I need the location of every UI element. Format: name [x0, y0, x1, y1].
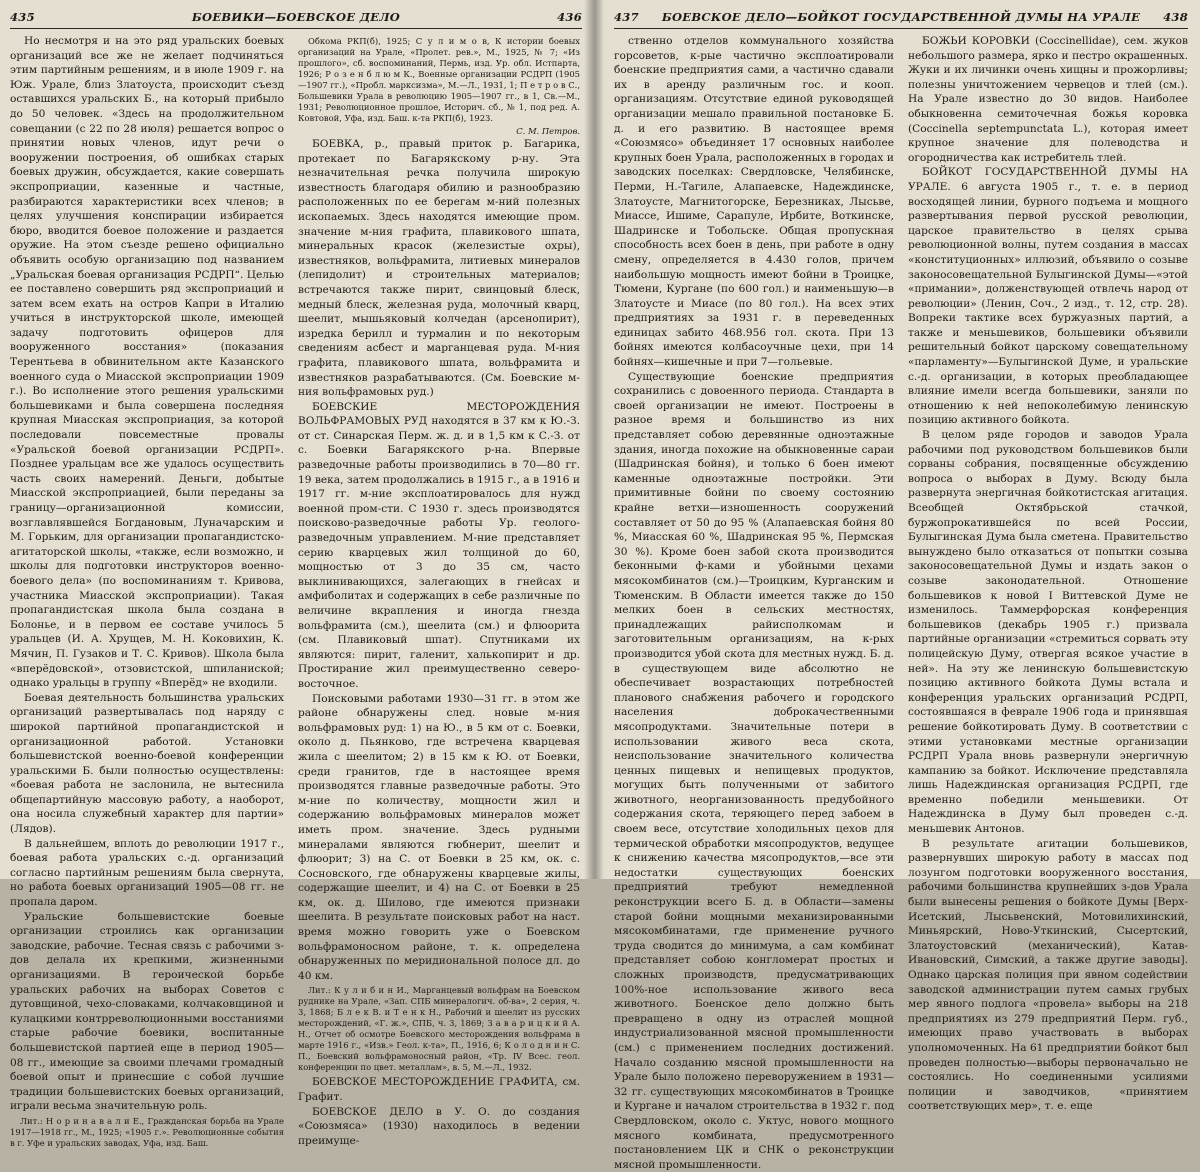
entry-boevskoe-grafit: БОЕВСКОЕ МЕСТОРОЖДЕНИЕ ГРАФИТА, см. Графит.	[298, 1076, 580, 1104]
paragraph: Поисковыми работами 1930—31 гг. в этом же районе обнаружены след. новые м-ния вольфрамовых руд: 1) на Ю., в 5 км от с. Боевки, около д. Пьянково, где встречена кварцевая жила с шеелитом; 2) в 15 км к Ю. от Боевки, среди гранитов, где в настоящее время производятся главные разведочные работы. Это м-ние по количеству, мощности жил и содержанию вольфрамовых минералов может иметь пром. значение. Здесь рудными минералами являются гюбнерит, шеелит и флюорит; 3) на С. от Боевки в 25 км, ок. с. Сосновского, где обнаружены кварцевые жилы, содержащие шеелит, и 4) на С. от Боевки в 25 км, ок. д. Шилово, где имеются признаки шеелита. В результате поисковых работ на наст. время можно говорить уже о Боевском вольфрамоносном районе, т. к. определена обнаруженных по меридиональной полосе дл. до 40 км.	[298, 692, 580, 982]
running-title-left: БОЕВИКИ—БОЕВСКОЕ ДЕЛО	[191, 10, 401, 24]
literature-note: Обкома РКП(б), 1925; С у л и м о в, К истории боевых организаций на Урале, «Пролет. рев.», М., 1925, № 7; «Из прошлого», сб. воспоминаний, Пермь, изд. Ур. обл. Истпарта, 1926; Р о з е н б л ю м К., Военные организации РСДРП (1905—1907 гг.), «Пробл. марксизма», М.—Л., 1931, 1; П е т р о в С., Большевики Урала в революцию 1905—1907 гг., в 1, Св.—М., 1931; Революционное прошлое, Историч. сб., № 1, под ред. А. Ковтовой, Уфа, изд. Баш. к-та РКП(б), 1923.	[298, 36, 580, 123]
page-number-438: 438	[1163, 10, 1188, 24]
left-page	[0, 0, 592, 1148]
paragraph: Уральские большевистские боевые организации строились как организации заводские, рабочие. Тесная связь с рабочими з-дов делала их крепкими, жизненными организациями. В героической борьбе уральских рабочих на выборах Советов с дутовщиной, чехо-словаками, колчаковщиной и кулацкими контрреволюционными восстаниями старые рабочие боевики, воспитанные большевистской партией еще в период 1905—08 гг., имеющие за своими плечами громадный боевой опыт и принесшие с собой лучшие традиции большевистских боевых организаций, играли весьма значительную роль.	[10, 910, 284, 1113]
literature-note: Лит.: Н о р и н а в а л и Е., Гражданская борьба на Урале 1917—1918 гг., М., 1925; «1905 г.». Революционные события в г. Уфе и уральских заводах, Уфа, изд. Баш.	[10, 1115, 284, 1148]
left-page-header	[10, 8, 582, 29]
paragraph: В результате агитации большевиков, развернувших широкую работу в массах под лозунгом подготовки вооруженного восстания, рабочими большинства крупнейших з-дов Урала были вынесены решения о бойкоте Думы [Верх-Исетский, Лысьвенский, Мотовилихинский, Миньярский, Ново-Уткинский, Сысертский, Златоустовский (механический), Катав-Ивановский, Симский, а также другие заводы]. Однако царская полиция при явном содействии заводской администрации путем самых грубых мер явного подлога «провела» выборы на 218 предприятиях из 279 предприятий Перм. губ., имеющих право участвовать в выборах уполномоченных. На 61 предприятии бойкот был проведен полностью—выборы первоначально не состоялись. Но соединенными усилиями полиции и заводчиков, «принятием соответствующих мер», т. е. еще	[908, 837, 1188, 1113]
entry-bozhi-korovki: БОЖЬИ КОРОВКИ (Coccinellidae), сем. жуков небольшого размера, ярко и пестро окрашенных. Жуки и их личинки очень хищны и прожорливы; полезны уничтожением червецов и тлей (см.). На Урале известно до 30 видов. Наиболее обыкновенна семиточечная божья коровка (Coccinella septempunctata L.), которая имеет крупное значение для полеводства и огородничества как истребитель тлей.	[908, 35, 1188, 164]
right-page	[592, 0, 1200, 1171]
right-page-header	[614, 8, 1188, 29]
paragraph: Существующие боенские предприятия сохранились с довоенного периода. Стандарта в своей организации не имеют. Построены в разное время и большинство из них представляет собою деревянные одноэтажные здания, иногда похожие на обыкновенные сараи (Шадринская бойня), и только 6 боен имеют каменные одноэтажные постройки. Эти примитивные бойни по своему состоянию крайне ветхи—изношенность сооружений составляет от 50 до 95 % (Алапаевская бойня 80 %, Миасская 60 %, Шадринская 95 %, Пермская 30 %). Кроме боен забой скота производится беконными ф-ками и убойными цехами мясокомбинатов (см.)—Троицким, Курганским и Тюменским. В Области имеется также до 150 мелких боен в сельских местностях, принадлежащих райисполкомам и заготовительным организациям, на к-рых производится убой скота для местных нужд. Б. д. в существующем виде абсолютно не обеспечивает возрастающих потребностей планового снабжения рабочего и городского населения доброкачественными мясопродуктами. Значительные потери в использовании живого веса скота, неиспользование значительного количества ценных пищевых и непищевых продуктов, могущих быть полученными от забитого животного, неорганизованность предубойного содержания скота, теряющего перед забоем в своем весе, отсутствие холодильных цехов для термической обработки мясопродуктов, ведущее к снижению качества мясопродуктов,—все эти недостатки существующих боенских предприятий требуют немедленной реконструкции всего Б. д. в Области—замены старой бойни мощными механизированными мясокомбинатами, где применение ручного труда сводится до минимума, а сам комбинат представляет собою конгломерат простых и сложных производств, предусматривающих 100%-ное использование живого веса животного. Боенское дело должно быть превращено в одну из отраслей мощной индустриализованной мясной промышленности (см.) с применением последних достижений. Начало созданию мясной промышленности на Урале было положено переворужением в 1931—32 гг. существующих мясокомбинатов в Троицке и Кургане и началом строительства в 1932 г. под Свердловском, около с. Уктус, нового мощного мясного комбината, предусмотренного постановлением ЦК и СНК о реконструкции мясной промышленности.	[614, 370, 894, 1171]
paragraph: В дальнейшем, вплоть до революции 1917 г., боевая работа уральских с.-д. организаций согласно партийным решениям была свернута, но работа боевых организаций 1905—08 гг. не пропала даром.	[10, 837, 284, 909]
entry-boevskoe-delo: БОЕВСКОЕ ДЕЛО в У. О. до создания «Союзмяса» (1930) находилось в ведении преимуще-	[298, 1105, 580, 1147]
page-number-437: 437	[614, 10, 639, 24]
paragraph: Но несмотря и на это ряд уральских боевых организаций все же не желает подчиняться этим партийным решениям, и в июле 1909 г. на Юж. Урале, близ Златоуста, происходит съезд оставшихся уральских Б., на который прибыло до 50 человек. «Здесь на продолжительном совещании (с 22 по 28 июля) решается вопрос о принятии новых членов, идут речи о вооружении построения, об ошибках старых боевых дружин, обсуждается, какие совершать экспроприации, казенные и частные, разбираются характеристики всех членов; в целях улучшения конспирации избирается бюро, вводится боевое положение и раздается оружие. На этом съезде решено официально объявить особую организацию под названием „Уральская боевая организация РСДРП“. Целью ее поставлено совершить ряд экспроприаций и затем всем ехать на остров Капри в Италию учиться в инструкторской школе, имеющей задачу подготовить офицеров для вооруженного восстания» (показания Терентьева в обвинительном акте Казанского военного суда о Миасской экспроприации 1909 г.). Во исполнение этого решения уральскими большевиками и была совершена последняя крупная Миасская экспроприация, за которой последовали повсеместные провалы «Уральской боевой организации РСДРП». Позднее уральцам все же удалось осуществить часть своих намерений. Деньги, добытые Миасской экспроприацией, были переданы за границу—организационной комиссии, возглавлявшейся Богдановым, Луначарским и М. Горьким, для организации пропагандистско-агитаторской школы, «также, если возможно, и школы для подготовки инструкторов военно-боевого дела» (по воспоминаниям т. Кривова, участника Миасской экспроприации). Такая пропагандистская школа была создана в Болонье, и в первом ее составе училось 5 уральцев (И. А. Хрущев, М. Н. Коковихин, К. Мячин, П. Гузаков и Т. С. Кривов). Школа была «вперёдовской», отзовистской, шпиланиской; однако уральцы в группу «Вперёд» не входили.	[10, 35, 284, 690]
entry-boykot-dumy: БОЙКОТ ГОСУДАРСТВЕННОЙ ДУМЫ НА УРАЛЕ. 6 августа 1905 г., т. е. в период восходящей линии, бурного подъема и мощного развертывания первой русской революции, царское правительство в целях срыва революционной волны, путем создания в массах «конституционных» иллюзий, объявило о созыве законосовещательной Булыгинской Думы—«этой «примании», долженствующей отвлечь народ от революции» (Ленин, Соч., 2 изд., т. 12, стр. 28). Вопреки тактике всех буржуазных партий, а также и меньшевиков, большевики объявили решительный бойкот царскому совещательному «парламенту»—Булыгинской Думе, и уральские с.-д. организации, в которых преобладающее влияние имели всегда большевики, заняли по отношению к ней непоколебимую ленинскую позицию активного бойкота.	[908, 166, 1188, 427]
author-signature: С. М. Петров.	[516, 126, 580, 136]
paragraph: Боевая деятельность большинства уральских организаций развертывалась под наряду с широкой партийной пропагандистской и организационной работой. Установки большевистской военно-боевой конференции уральскими Б. были полностью осуществлены: «боевая работа не заслонила, не вытеснила общепартийную массовую работу, а наоборот, она носила служебный характер для партии» (Лядов).	[10, 691, 284, 836]
literature-note: Лит.: К у л и б и н И., Марганцевый вольфрам на Боевском руднике на Урале, «Зап. СПБ минералогич. об-ва», 2 серия, ч. 3, 1868; Б л е к В. и Т е н к Н., Рабочий и шеелит из русских месторождений, «Г. ж.», СПБ, ч. 3, 1869; З а в а р и ц к и й А. Н., Отчет об осмотре Боевского месторождения вольфрама в марте 1916 г., «Изв.» Геол. к-та», П., 1916, 6; К о л о д н и н С. П., Боевский вольфрамоносный район, «Тр. IV Всес. геол. конференции по цвет. металлам», в. 5, М.—Л., 1932.	[298, 985, 580, 1073]
page-number-435: 435	[10, 10, 35, 24]
page-number-436: 436	[557, 10, 582, 24]
column-4	[908, 34, 1188, 1113]
entry-boevka: БОЕВКА, р., правый приток р. Багарика, протекает по Багарякскому р-ну. Эта незначительная речка получила широкую известность благодаря обилию и разнообразию расположенных по ее берегам м-ний полезных ископаемых. Здесь находятся имеющие пром. значение м-ния графита, плавикового шпата, минеральных красок (железистые охры), известняков, вольфрамита, литиевых минералов (лепидолит) и строительных материалов; встречаются также пирит, свинцовый блеск, медный блеск, железная руда, молочный кварц, шеелит, мышьяковый колчедан (арсенопирит), изредка берилл и турмалин и по некоторым сведениям асбест и марганцевая руда. М-ния графита, плавикового шпата, вольфрамита и известняков разрабатываются. (См. Боевские м-ния вольфрамовых руд.)	[298, 138, 580, 399]
paragraph: В целом ряде городов и заводов Урала рабочими под руководством большевиков были сорваны собрания, посвященные обсуждению вопроса о выборах в Думу. Всюду была развернута энергичная бойкотистская агитация. Всеобщей Октябрьской стачкой, буржопрокатившейся по всей России, Булыгинская Дума была сметена. Правительство вынуждено было отказаться от попытки созыва законосовещательной Думы и издать закон о созыве законодательной. Отношение большевиков к новой I Виттевской Думе не изменилось. Таммерфорская конференция большевиков (декабрь 1905 г.) призвала партийные организации «стремиться сорвать эту полицейскую Думу, отвергая всякое участие в ней». На эту же ленинскую большевистскую позицию активного бойкота Думы встала и конференция уральских организаций РСДРП, состоявшаяся в феврале 1906 года и принявшая решение бойкотировать Думу. В соответствии с этими установками местные организации РСДРП Урала вновь развернули энергичную кампанию за бойкот. Исключение представляла лишь Надеждинская организация РСДРП, где временно победили меньшевики. От Надеждинска в Думу был проведен с.-д. меньшевик Антонов.	[908, 429, 1188, 836]
entry-boevskie-mestorozhdeniya: БОЕВСКИЕ МЕСТОРОЖДЕНИЯ ВОЛЬФРАМОВЫХ РУД находятся в 37 км к Ю.-З. от ст. Синарская Перм. ж. д. и в 1,5 км к С.-З. от с. Боевки Багарякского р-на. Впервые разведочные работы производились в 70—80 гг. 19 века, затем продолжались в 1915 г., а в 1916 и 1917 гг. м-ние эксплоатировалось для нужд военной пром-сти. С 1930 г. здесь производятся поисково-разведочные работы Ур. геолого-разведочным управлением. М-ние представляет серию кварцевых жил толщиной до 60, мощностью от 3 до 35 см, часто выклинивающихся, залегающих в гнейсах и амфиболитах и содержащих в себе различные по величине вкрапления и иногда гнезда вольфрамита (см.), шеелита (см.) и флюорита (см. Плавиковый шпат). Спутниками их являются: пирит, галенит, халькопирит и др. Простирание жил преимущественно северо-восточное.	[298, 400, 580, 690]
column-1	[10, 34, 284, 1148]
paragraph: ственно отделов коммунального хозяйства горсоветов, к-рые частично эксплоатировали боенские предприятия сами, а частично сдавали их в аренду различным гос. и кооп. организациям. Отсутствие единой руководящей организации мешало правильной постановке Б. д. и его развитию. В настоящее время «Союзмясо» объединяет 17 основных наиболее крупных боен Урала, расположенных в городах и заводских поселках: Свердловске, Челябинске, Перми, Н.-Тагиле, Алапаевске, Надеждинске, Златоусте, Магнитогорске, Березниках, Лысьве, Миассе, Ишиме, Сарапуле, Ирбите, Воткинске, Шадринске и Тобольске. Общая пропускная способность всех боен в день, при работе в одну смену, определяется в 4.430 голов, причем наибольшую мощность имеют бойни в Троицке, Тюмени, Кургане (по 600 гол.) и наименьшую—в Златоусте и Миасе (по 80 гол.). На всех этих предприятиях за 1931 г. в переведенных единицах забито 468.956 гол. скота. При 13 бойнях имеются колбасоучные цехи, при 14 бойнях—кишечные и при 7—гольевые.	[614, 35, 894, 369]
running-title-right: БОЕВСКОЕ ДЕЛО—БОЙКОТ ГОСУДАРСТВЕННОЙ ДУМЫ НА УРАЛЕ	[661, 10, 1141, 24]
column-3	[614, 34, 894, 1171]
column-2	[298, 34, 580, 1147]
